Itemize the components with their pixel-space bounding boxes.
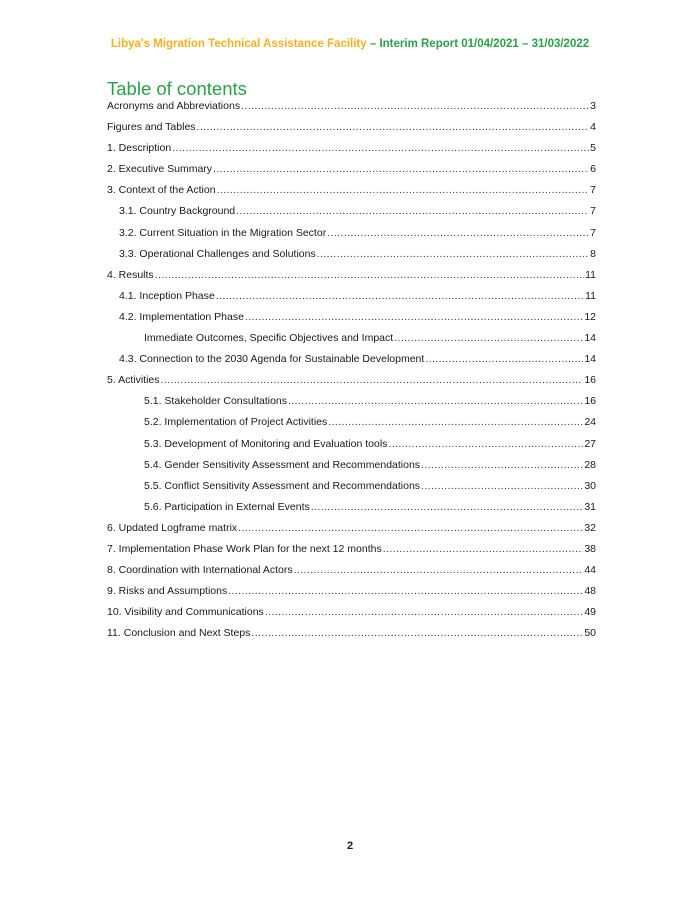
toc-dot-leader [245, 311, 583, 323]
toc-entry[interactable] [107, 395, 596, 416]
toc-dot-leader [294, 564, 584, 576]
toc-entry-label[interactable]: Immediate Outcomes, Specific Objectives and Impact [144, 332, 394, 345]
toc-dot-leader [228, 585, 583, 597]
toc-entry[interactable] [107, 163, 596, 184]
toc-dot-leader [265, 606, 584, 618]
toc-entry[interactable] [107, 501, 596, 522]
toc-entry[interactable] [107, 585, 596, 606]
toc-dot-leader [311, 501, 584, 513]
toc-entry-label[interactable]: 5.3. Development of Monitoring and Evaluation tools [144, 437, 388, 450]
toc-entry-page[interactable]: 38 [584, 542, 596, 555]
toc-dot-leader [328, 416, 583, 428]
toc-dot-leader [288, 395, 583, 407]
toc-entry-label[interactable]: 7. Implementation Phase Work Plan for the next 12 months [107, 542, 382, 555]
toc-entry[interactable] [107, 121, 596, 142]
toc-entry[interactable] [107, 564, 596, 585]
toc-dot-leader [172, 142, 589, 154]
toc-entry-page[interactable]: 30 [584, 479, 596, 492]
toc-entry[interactable] [107, 311, 596, 332]
toc-entry-label[interactable]: 4. Results [107, 268, 154, 281]
toc-entry[interactable] [107, 227, 596, 248]
toc-entry-label[interactable]: 11. Conclusion and Next Steps [107, 627, 251, 640]
toc-entry-page[interactable]: 16 [584, 395, 596, 408]
toc-dot-leader [317, 248, 589, 260]
toc-entry-label[interactable]: Figures and Tables [107, 121, 196, 134]
toc-entry[interactable] [107, 248, 596, 269]
toc-entry-label[interactable]: 5.1. Stakeholder Consultations [144, 395, 288, 408]
toc-dot-leader [217, 184, 590, 196]
toc-entry-label[interactable]: 5. Activities [107, 374, 160, 387]
toc-entry-page[interactable]: 6 [590, 163, 596, 176]
toc-entry-page[interactable]: 11 [585, 289, 596, 302]
toc-entry-label[interactable]: 9. Risks and Assumptions [107, 585, 228, 598]
table-of-contents [107, 100, 596, 648]
toc-entry-label[interactable]: 3. Context of the Action [107, 184, 216, 197]
toc-entry-label[interactable]: 6. Updated Logframe matrix [107, 521, 238, 534]
toc-entry[interactable] [107, 269, 596, 290]
toc-dot-leader [155, 269, 584, 281]
toc-entry-page[interactable]: 5 [590, 142, 596, 155]
toc-entry[interactable] [107, 100, 596, 121]
toc-entry-page[interactable]: 32 [584, 521, 596, 534]
toc-entry-label[interactable]: 5.2. Implementation of Project Activities [144, 416, 328, 429]
toc-entry-page[interactable]: 31 [584, 500, 596, 513]
toc-entry-page[interactable]: 28 [584, 458, 596, 471]
toc-dot-leader [425, 353, 583, 365]
toc-entry-page[interactable]: 49 [584, 606, 596, 619]
toc-entry-label[interactable]: 10. Visibility and Communications [107, 606, 264, 619]
toc-dot-leader [383, 543, 584, 555]
toc-dot-leader [238, 522, 583, 534]
toc-dot-leader [213, 163, 589, 175]
toc-entry[interactable] [107, 606, 596, 627]
header-organization: Libya's Migration Technical Assistance Facility [110, 38, 367, 50]
toc-entry-page[interactable]: 24 [584, 416, 596, 429]
toc-entry-label[interactable]: 2. Executive Summary [107, 163, 213, 176]
toc-entry[interactable] [107, 184, 596, 205]
toc-dot-leader [388, 438, 583, 450]
toc-entry-page[interactable]: 7 [590, 184, 596, 197]
toc-entry-label[interactable]: 5.6. Participation in External Events [144, 500, 310, 513]
toc-dot-leader [236, 205, 589, 217]
toc-entry-page[interactable]: 27 [584, 437, 596, 450]
toc-entry-page[interactable]: 8 [590, 247, 596, 260]
toc-entry[interactable] [107, 459, 596, 480]
toc-entry-page[interactable]: 48 [584, 585, 596, 598]
toc-dot-leader [421, 459, 583, 471]
toc-entry[interactable] [107, 205, 596, 226]
toc-dot-leader [251, 627, 583, 639]
toc-entry-page[interactable]: 14 [584, 332, 596, 345]
toc-entry-page[interactable]: 7 [590, 205, 596, 218]
toc-entry-label[interactable]: 3.3. Operational Challenges and Solutions [119, 247, 316, 260]
toc-entry-label[interactable]: 8. Coordination with International Actors [107, 564, 293, 577]
toc-entry-label[interactable]: 4.1. Inception Phase [119, 289, 215, 302]
toc-entry-label[interactable]: Acronyms and Abbreviations [107, 100, 241, 112]
toc-entry[interactable] [107, 290, 596, 311]
toc-dot-leader [161, 374, 584, 386]
toc-entry[interactable] [107, 142, 596, 163]
toc-entry-page[interactable]: 12 [584, 310, 596, 323]
toc-entry[interactable] [107, 438, 596, 459]
toc-dot-leader [216, 290, 584, 302]
toc-entry-label[interactable]: 1. Description [107, 142, 172, 155]
toc-entry[interactable] [107, 480, 596, 501]
toc-entry-page[interactable]: 44 [584, 564, 596, 577]
toc-entry-page[interactable]: 16 [584, 374, 596, 387]
toc-entry[interactable] [107, 543, 596, 564]
toc-entry[interactable] [107, 627, 596, 648]
toc-entry-page[interactable]: 50 [584, 627, 596, 640]
toc-entry-page[interactable]: 4 [590, 121, 596, 134]
toc-entry-page[interactable]: 14 [584, 353, 596, 366]
toc-entry-label[interactable]: 3.1. Country Background [119, 205, 236, 218]
toc-entry[interactable] [107, 332, 596, 353]
toc-title: Table of contents [107, 78, 247, 99]
toc-entry-page[interactable]: 3 [590, 100, 596, 112]
toc-entry-label[interactable]: 5.5. Conflict Sensitivity Assessment and Recommendations [144, 479, 421, 492]
page-header [0, 38, 700, 50]
toc-entry-page[interactable]: 7 [590, 226, 596, 239]
header-report-period: – Interim Report 01/04/2021 – 31/03/2022 [366, 38, 590, 50]
toc-entry-page[interactable]: 11 [585, 268, 596, 281]
toc-entry-label[interactable]: 4.2. Implementation Phase [119, 310, 244, 323]
toc-entry-label[interactable]: 3.2. Current Situation in the Migration Sector [119, 226, 327, 239]
toc-entry-label[interactable]: 5.4. Gender Sensitivity Assessment and Recommendations [144, 458, 421, 471]
toc-entry-label[interactable]: 4.3. Connection to the 2030 Agenda for Sustainable Development [119, 353, 425, 366]
toc-dot-leader [241, 100, 589, 112]
toc-entry[interactable] [107, 522, 596, 543]
toc-dot-leader [421, 480, 583, 492]
toc-entry[interactable] [107, 374, 596, 395]
toc-dot-leader [327, 227, 589, 239]
toc-dot-leader [394, 332, 583, 344]
page-number: 2 [346, 840, 354, 852]
toc-entry[interactable] [107, 353, 596, 374]
toc-entry[interactable] [107, 416, 596, 437]
toc-dot-leader [197, 121, 590, 133]
